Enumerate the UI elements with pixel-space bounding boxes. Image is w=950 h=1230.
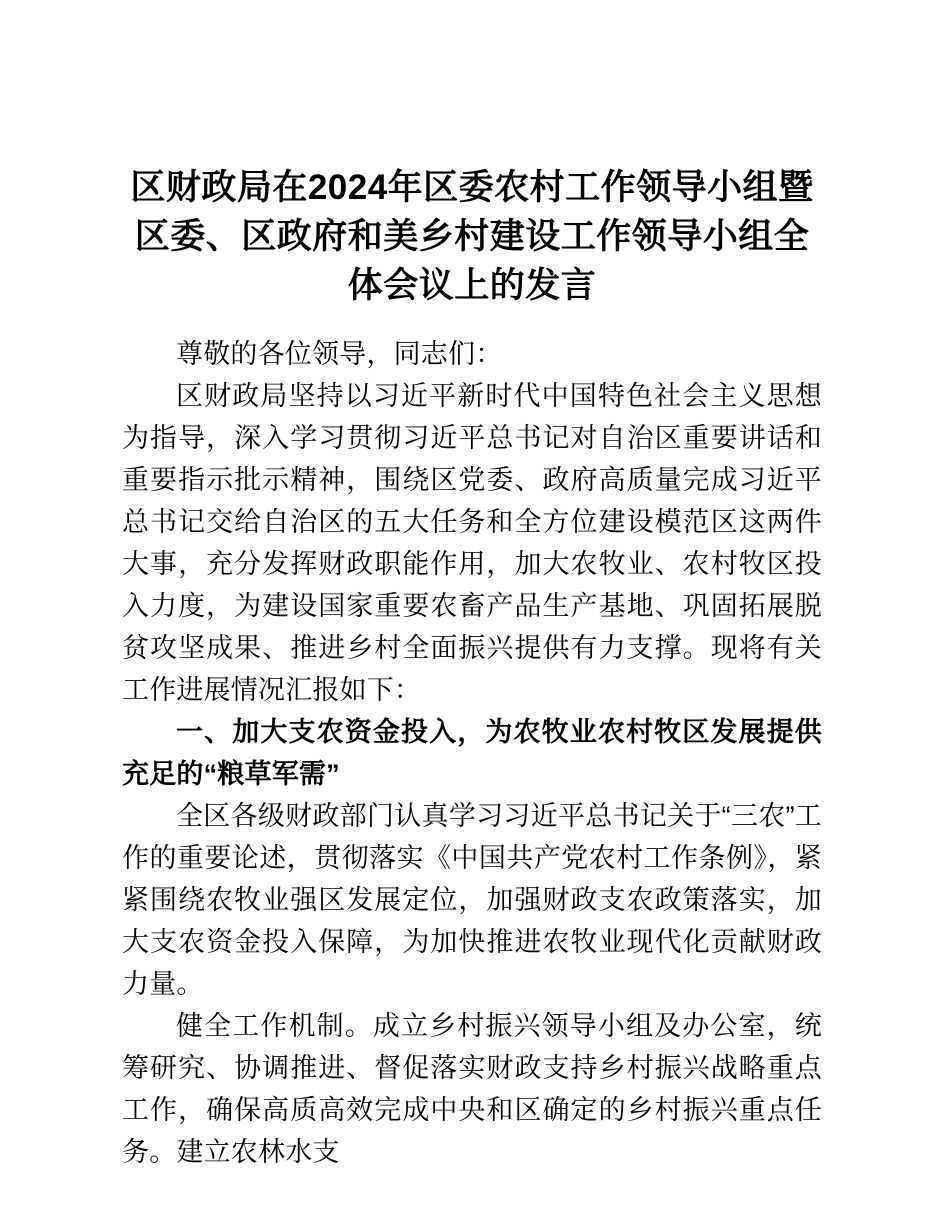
section-1-paragraph-1: 全区各级财政部门认真学习习近平总书记关于“三农”工作的重要论述，贯彻落实《中国共产党农村工作条例》，紧紧围绕农牧业强区发展定位，加强财政支农政策落实，加大支农资金投入保障，为加快推进农牧业现代化贡献财政力量。	[122, 801, 822, 999]
intro-paragraph: 区财政局坚持以习近平新时代中国特色社会主义思想为指导，深入学习贯彻习近平总书记对自治区重要讲话和重要指示批示精神，围绕区党委、政府高质量完成习近平总书记交给自治区的五大任务和全方位建设模范区这两件大事，充分发挥财政职能作用，加大农牧业、农村牧区投入力度，为建设国家重要农畜产品生产基地、巩固拓展脱贫攻坚成果、推进乡村全面振兴提供有力支撑。现将有关工作进展情况汇报如下：	[122, 381, 822, 705]
salutation-paragraph: 尊敬的各位领导，同志们：	[176, 339, 503, 369]
document-title: 区财政局在2024年区委农村工作领导小组暨区委、区政府和美乡村建设工作领导小组全体会议上的发言	[130, 168, 814, 305]
section-1-heading: 一、加大支农资金投入，为农牧业农村牧区发展提供充足的“粮草军需”	[122, 717, 822, 789]
section-1-paragraph-2: 健全工作机制。成立乡村振兴领导小组及办公室，统筹研究、协调推进、督促落实财政支持乡村振兴战略重点工作，确保高质高效完成中央和区确定的乡村振兴重点任务。建立农林水支	[122, 1011, 822, 1167]
document-content	[122, 163, 822, 1173]
